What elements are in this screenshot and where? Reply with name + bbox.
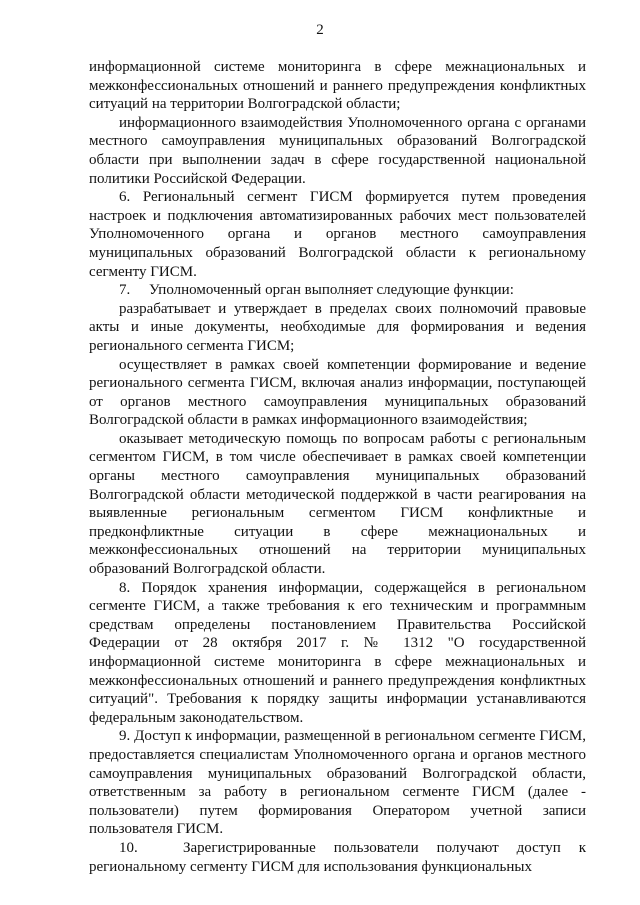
item-7-text: Уполномоченный орган выполняет следующие функции: — [149, 282, 514, 299]
paragraph-item-6: 6. Региональный сегмент ГИСМ формируется путем проведения настроек и подключения автоматизированных рабочих мест пользователей Уполномоченного органа и органов местного самоуправления муниципальных образований Волгоградской области к региональному сегменту ГИСМ. — [89, 189, 586, 280]
paragraph-item-7 — [89, 281, 586, 300]
paragraph-item-9: 9. Доступ к информации, размещенной в региональном сегменте ГИСМ, предоставляется специалистам Уполномоченного органа и органов местного самоуправления муниципальных образований Волгоградской области, ответственным за работу в региональном сегменте ГИСМ (далее - пользователи) путем формирования Оператором учетной записи пользователя ГИСМ. — [89, 728, 586, 838]
paragraph-function-develops-acts: разрабатывает и утверждает в пределах своих полномочий правовые акты и иные документы, необходимые для формирования и ведения регионального сегмента ГИСМ; — [89, 300, 586, 354]
item-7-number: 7. — [119, 282, 131, 299]
item-10-text: Зарегистрированные пользователи получают доступ к региональному сегменту ГИСМ для использования функциональных — [89, 839, 586, 875]
page-number: 2 — [316, 22, 324, 38]
paragraph-function-maintains-segment: осуществляет в рамках своей компетенции формирование и ведение регионального сегмента ГИСМ, включая анализ информации, поступающей от органов местного самоуправления муниципальных образований Волгоградской области в рамках информационного взаимодействия; — [89, 356, 586, 429]
paragraph-information-interaction: информационного взаимодействия Уполномоченного органа с органами местного самоуправления муниципальных образований Волгоградской области при выполнении задач в сфере государственной национальной политики Российской Федерации. — [89, 114, 586, 187]
paragraph-monitoring-system: информационной системе мониторинга в сфере межнациональных и межконфессиональных отношений и раннего предупреждения конфликтных ситуаций на территории Волгоградской области; — [89, 59, 586, 113]
paragraph-function-methodical-help: оказывает методическую помощь по вопросам работы с региональным сегментом ГИСМ, в том числе обеспечивает в рамках своей компетенции органы местного самоуправления муниципальных образований Волгоградской области методической поддержкой в части реагирования на выявленные региональным сегментом ГИСМ конфликтные и предконфликтные ситуации в сфере межнациональных и межконфессиональных отношений на территории муниципальных образований Волгоградской области. — [89, 430, 586, 578]
item-10-number: 10. — [119, 839, 138, 856]
paragraph-item-8: 8. Порядок хранения информации, содержащейся в региональном сегменте ГИСМ, а также требования к его техническим и программным средствам определены постановлением Правительства Российской Федерации от 28 октября 2017 г. № 1312 "О государственной информационной системе мониторинга в сфере межнациональных и межконфессиональных отношений и раннего предупреждения конфликтных ситуаций". Требования к порядку защиты информации устанавливаются федеральным законодательством. — [89, 579, 586, 726]
document-body — [89, 58, 586, 876]
paragraph-item-10 — [89, 839, 586, 876]
